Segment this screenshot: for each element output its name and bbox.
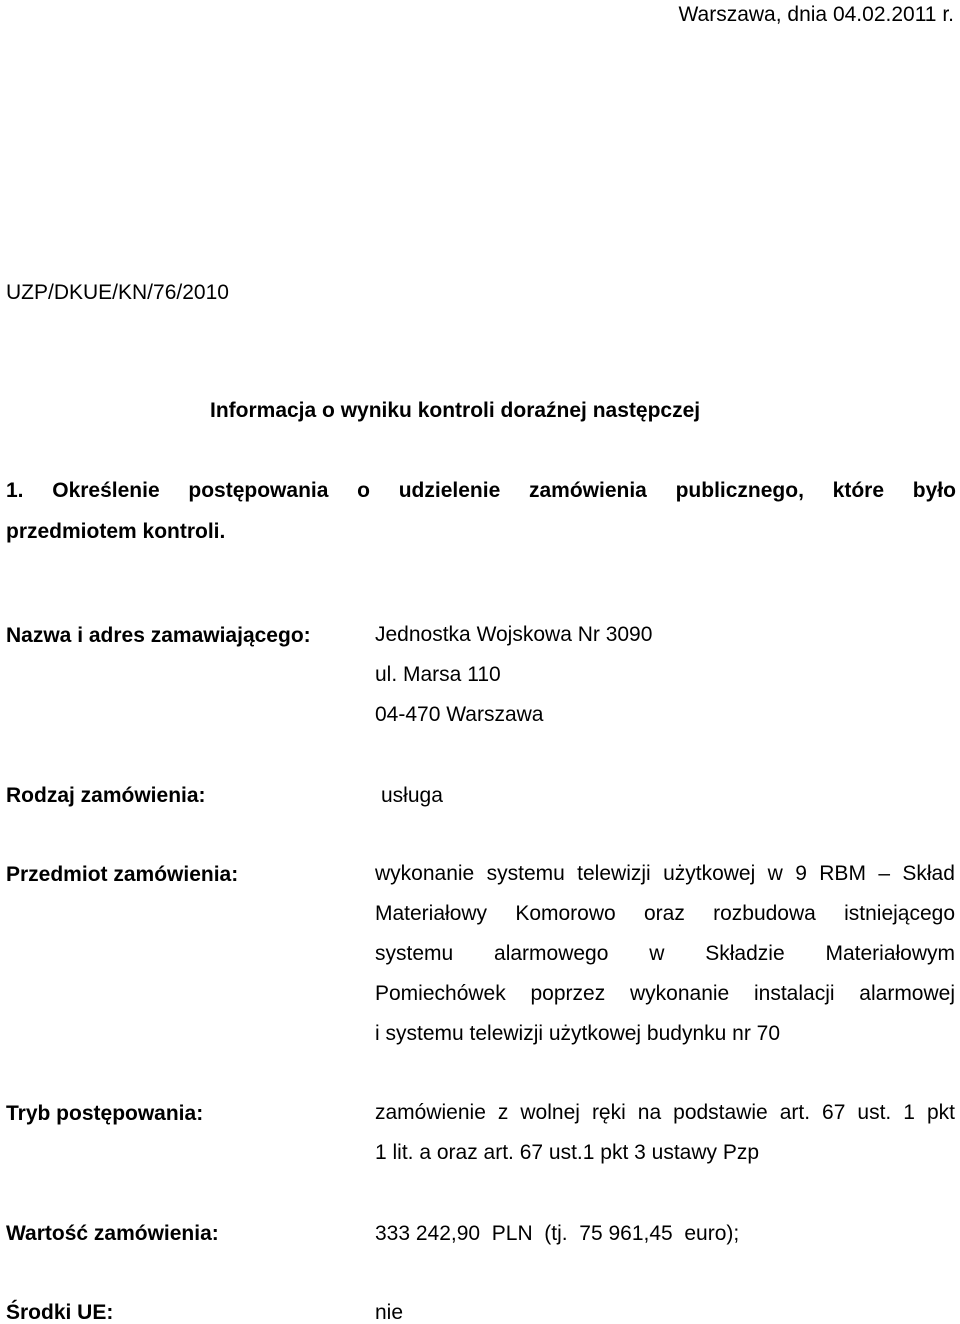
order-subject-word: instalacji [753, 982, 835, 1005]
order-subject-word: Materiałowym [825, 942, 955, 965]
procedure-word: ust. [857, 1101, 892, 1124]
section-heading-word: udzielenie [398, 479, 501, 502]
order-type-label: Rodzaj zamówienia: [6, 784, 206, 807]
order-subject-word: w [767, 862, 783, 885]
section-heading-word: które [832, 479, 885, 502]
order-subject-word: poprzez [530, 982, 606, 1005]
section-heading-word: było [912, 479, 956, 502]
order-subject-word: 9 [795, 862, 807, 885]
order-subject-line [375, 854, 955, 894]
procedure-word: wolnej [520, 1101, 580, 1124]
order-subject-word: – [878, 862, 890, 885]
contracting-authority-value [375, 615, 652, 735]
section-heading-line2: przedmiotem kontroli. [6, 520, 226, 543]
procedure-word: na [637, 1101, 662, 1124]
contracting-authority-line: 04-470 Warszawa [375, 703, 544, 726]
order-subject-label: Przedmiot zamówienia: [6, 863, 239, 886]
order-subject-line [375, 894, 955, 934]
contracting-authority-line: Jednostka Wojskowa Nr 3090 [375, 623, 653, 646]
order-value-amount: 333 242,90 PLN (tj. 75 961,45 euro); [375, 1222, 740, 1245]
order-subject-word: wykonanie [375, 862, 475, 885]
procedure-word: ręki [591, 1101, 626, 1124]
procedure-word: pkt [926, 1101, 955, 1124]
order-subject-word: Materiałowy [375, 902, 488, 925]
procedure-label: Tryb postępowania: [6, 1102, 204, 1125]
order-type-value: usługa [381, 784, 443, 807]
order-subject-word: wykonanie [629, 982, 730, 1005]
order-subject-word: telewizji [577, 862, 651, 885]
section-heading [6, 480, 956, 542]
document-title: Informacja o wyniku kontroli doraźnej następczej [210, 399, 701, 422]
order-subject-word: systemu [486, 862, 565, 885]
contracting-authority-line: ul. Marsa 110 [375, 663, 501, 686]
order-subject-word: Skład [902, 862, 955, 885]
order-subject-word: oraz [643, 902, 685, 925]
order-subject-word: istniejącego [844, 902, 955, 925]
order-subject-word: Składzie [705, 942, 785, 965]
order-value-label: Wartość zamówienia: [6, 1222, 219, 1245]
section-heading-word: o [357, 479, 370, 502]
procedure-word: 1 [903, 1101, 915, 1124]
order-subject-line [375, 974, 955, 1014]
eu-funds-label: Środki UE: [6, 1301, 114, 1324]
section-heading-word: Określenie [52, 479, 160, 502]
eu-funds-value: nie [375, 1301, 404, 1324]
order-subject-word: systemu [375, 942, 454, 965]
procedure-word: art. [779, 1101, 811, 1124]
procedure-line1 [375, 1093, 955, 1133]
order-subject-word: w [649, 942, 665, 965]
section-heading-word: postępowania [188, 479, 329, 502]
order-subject-line [375, 934, 955, 974]
procedure-word: z [497, 1101, 509, 1124]
order-subject-word: Pomiechówek [375, 982, 506, 1005]
reference-number: UZP/DKUE/KN/76/2010 [6, 281, 229, 304]
contracting-authority-label: Nazwa i adres zamawiającego: [6, 624, 311, 647]
order-subject-word: alarmowej [859, 982, 955, 1005]
order-subject-value [375, 854, 955, 1054]
order-subject-last-line: i systemu telewizji użytkowej budynku nr 70 [375, 1022, 781, 1045]
section-heading-line1 [6, 480, 956, 501]
procedure-word: 67 [822, 1101, 846, 1124]
procedure-word: zamówienie [375, 1101, 486, 1124]
section-heading-word: zamówienia [528, 479, 647, 502]
procedure-value [375, 1093, 955, 1173]
order-subject-word: alarmowego [494, 942, 609, 965]
order-subject-word: rozbudowa [713, 902, 816, 925]
order-subject-word: użytkowej [663, 862, 756, 885]
document-date: Warszawa, dnia 04.02.2011 r. [678, 3, 954, 26]
procedure-word: podstawie [673, 1101, 768, 1124]
procedure-line2: 1 lit. a oraz art. 67 ust.1 pkt 3 ustawy Pzp [375, 1141, 760, 1164]
section-heading-word: 1. [6, 479, 24, 502]
order-subject-word: Komorowo [515, 902, 616, 925]
section-heading-word: publicznego, [675, 479, 804, 502]
order-subject-word: RBM [819, 862, 866, 885]
